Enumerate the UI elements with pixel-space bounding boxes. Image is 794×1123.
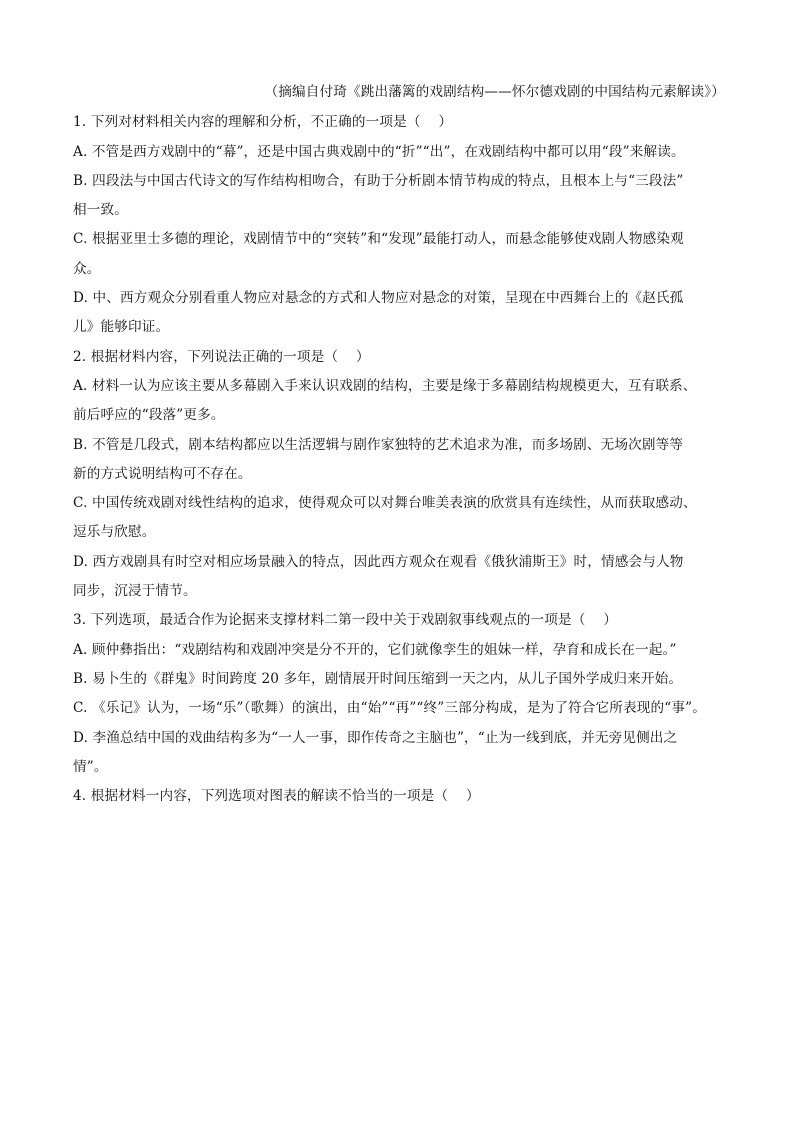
option-d bbox=[73, 724, 725, 783]
option-c bbox=[73, 225, 725, 284]
option-a bbox=[73, 372, 725, 431]
question-2 bbox=[73, 343, 725, 607]
question-1 bbox=[73, 108, 725, 342]
question-stem: 4. 根据材料一内容，下列选项对图表的解读不恰当的一项是（ ） bbox=[73, 788, 480, 805]
option-text-line: C. 中国传统戏剧对线性结构的追求，使得观众可以对舞台唯美表演的欣赏具有连续性，从而获取感动、 bbox=[73, 495, 697, 512]
option-c bbox=[73, 489, 725, 548]
option-b bbox=[73, 665, 725, 694]
option-text-line: 相一致。 bbox=[73, 202, 128, 219]
question-stem: 3. 下列选项，最适合作为论据来支撑材料二第一段中关于戏剧叙事线观点的一项是（ ） bbox=[73, 612, 618, 629]
option-text-line: 新的方式说明结构可不存在。 bbox=[73, 465, 252, 482]
option-a bbox=[73, 636, 725, 665]
option-text-line: 情”。 bbox=[73, 758, 108, 775]
option-text-line: 同步，沉浸于情节。 bbox=[73, 583, 197, 600]
option-text-line: C. 《乐记》认为，一场“乐”（歌舞）的演出，由“始”“再”“终”三部分构成，是为了符合它所表现的“事”。 bbox=[73, 700, 706, 717]
option-text-line: 逗乐与欣慰。 bbox=[73, 524, 156, 541]
question-stem: 2. 根据材料内容，下列说法正确的一项是（ ） bbox=[73, 348, 370, 365]
option-text-line: A. 不管是西方戏剧中的“幕”，还是中国古典戏剧中的“折”“出”，在戏剧结构中都可以用“段”来解读。 bbox=[73, 143, 685, 160]
option-d bbox=[73, 284, 725, 343]
option-text-line: D. 中、西方观众分别看重人物应对悬念的方式和人物应对悬念的对策，呈现在中西舞台上的《赵氏孤 bbox=[73, 290, 684, 307]
option-b bbox=[73, 167, 725, 226]
option-text-line: A. 顾仲彝指出：“戏剧结构和戏剧冲突是分不开的，它们就像孪生的姐妹一样，孕育和成长在一起。” bbox=[73, 641, 677, 658]
option-text-line: 儿》能够印证。 bbox=[73, 319, 170, 336]
option-c bbox=[73, 694, 725, 723]
option-b bbox=[73, 431, 725, 490]
question-4 bbox=[73, 782, 725, 811]
option-text-line: B. 易卜生的《群鬼》时间跨度 20 多年，剧情展开时间压缩到一天之内，从儿子国外学成归来开始。 bbox=[73, 670, 683, 687]
option-text-line: B. 不管是几段式，剧本结构都应以生活逻辑与剧作家独特的艺术追求为准，而多场剧、无场次剧等等 bbox=[73, 436, 684, 453]
question-stem: 1. 下列对材料相关内容的理解和分析，不正确的一项是（ ） bbox=[73, 114, 453, 131]
option-d bbox=[73, 548, 725, 607]
document-content bbox=[73, 78, 725, 811]
option-a bbox=[73, 138, 725, 167]
option-text-line: D. 西方戏剧具有时空对相应场景融入的特点，因此西方观众在观看《俄狄浦斯王》时，情感会与人物 bbox=[73, 553, 684, 570]
question-3 bbox=[73, 606, 725, 782]
option-text-line: B. 四段法与中国古代诗文的写作结构相吻合，有助于分析剧本情节构成的特点，且根本上与“三段法” bbox=[73, 172, 684, 189]
option-text-line: C. 根据亚里士多德的理论，戏剧情节中的“突转”和“发现”最能打动人，而悬念能够使戏剧人物感染观 bbox=[73, 231, 684, 248]
option-text-line: D. 李渔总结中国的戏曲结构多为“一人一事，即作传奇之主脑也”，“止为一线到底，并无旁见侧出之 bbox=[73, 729, 678, 746]
option-text-line: A. 材料一认为应该主要从多幕剧入手来认识戏剧的结构，主要是缘于多幕剧结构规模更大，互有联系、 bbox=[73, 377, 697, 394]
option-text-line: 前后呼应的“段落”更多。 bbox=[73, 407, 225, 424]
option-text-line: 众。 bbox=[73, 260, 101, 277]
source-citation: （摘编自付琦《跳出藩篱的戏剧结构——怀尔德戏剧的中国结构元素解读》） bbox=[264, 84, 725, 100]
